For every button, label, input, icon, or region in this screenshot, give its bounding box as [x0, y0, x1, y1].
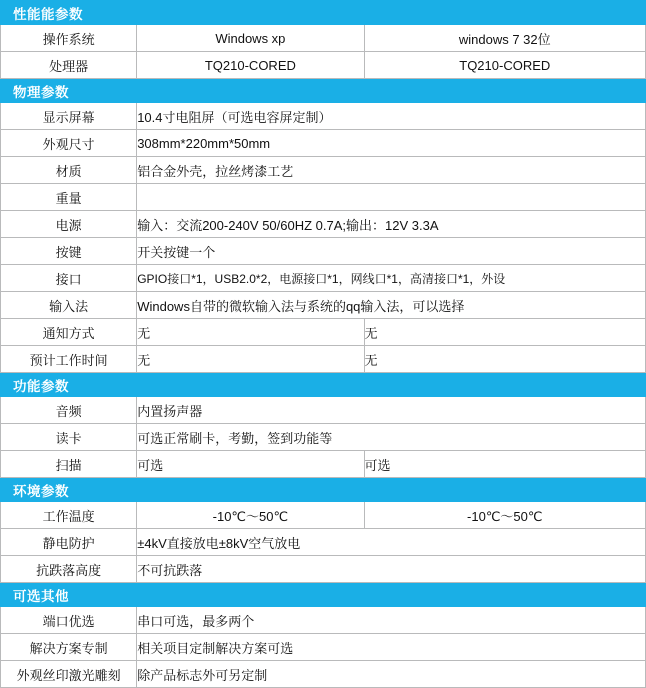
section-title-cell — [1, 478, 137, 502]
section-filler-cell — [364, 478, 645, 502]
row-value-primary: 输入：交流200-240V 50/60HZ 0.7A;输出：12V 3.3A — [137, 211, 646, 238]
row-value-primary: -10℃～50℃ — [137, 502, 364, 529]
section-header-row — [1, 478, 646, 502]
table-row — [1, 634, 646, 661]
table-row — [1, 184, 646, 211]
specification-table-body — [1, 1, 646, 688]
row-label: 读卡 — [1, 424, 137, 451]
row-label: 解决方案专制 — [1, 634, 137, 661]
section-filler-cell — [364, 583, 645, 607]
section-header-row — [1, 79, 646, 103]
row-value-primary: 串口可选，最多两个 — [137, 607, 646, 634]
row-label: 材质 — [1, 157, 137, 184]
row-label: 端口优选 — [1, 607, 137, 634]
section-title-cell — [1, 79, 137, 103]
row-label: 接口 — [1, 265, 137, 292]
section-title: 环境参数 — [13, 483, 69, 499]
section-header-row — [1, 583, 646, 607]
section-filler-cell — [364, 1, 645, 25]
row-value-secondary: -10℃～50℃ — [364, 502, 645, 529]
table-row — [1, 556, 646, 583]
section-title: 功能参数 — [13, 378, 69, 394]
row-value-secondary: 无 — [364, 346, 645, 373]
row-value-secondary: 可选 — [364, 451, 645, 478]
section-title: 可选其他 — [13, 588, 69, 604]
row-value-primary: ±4kV直接放电±8kV空气放电 — [137, 529, 646, 556]
row-label: 输入法 — [1, 292, 137, 319]
row-value-primary: 开关按键一个 — [137, 238, 646, 265]
table-row — [1, 211, 646, 238]
row-label: 工作温度 — [1, 502, 137, 529]
section-title-cell — [1, 1, 137, 25]
row-label: 重量 — [1, 184, 137, 211]
table-row — [1, 103, 646, 130]
table-row — [1, 502, 646, 529]
row-label: 操作系统 — [1, 25, 137, 52]
table-row — [1, 25, 646, 52]
section-filler-cell — [137, 1, 364, 25]
section-title: 性能能参数 — [13, 6, 83, 22]
row-value-secondary: TQ210-CORED — [364, 52, 645, 79]
table-row — [1, 424, 646, 451]
section-filler-cell — [364, 79, 645, 103]
section-filler-cell — [137, 478, 364, 502]
section-filler-cell — [137, 373, 364, 397]
row-label: 外观尺寸 — [1, 130, 137, 157]
table-row — [1, 157, 646, 184]
section-filler-cell — [137, 583, 364, 607]
table-row — [1, 451, 646, 478]
table-row — [1, 130, 646, 157]
row-value-primary: 10.4寸电阻屏（可选电容屏定制） — [137, 103, 646, 130]
row-label: 预计工作时间 — [1, 346, 137, 373]
table-row — [1, 265, 646, 292]
table-row — [1, 607, 646, 634]
row-value-primary: 可选 — [137, 451, 364, 478]
table-row — [1, 52, 646, 79]
section-header-row — [1, 1, 646, 25]
section-header-row — [1, 373, 646, 397]
row-label: 扫描 — [1, 451, 137, 478]
table-row — [1, 346, 646, 373]
row-label: 通知方式 — [1, 319, 137, 346]
section-title-cell — [1, 373, 137, 397]
row-value-primary: 内置扬声器 — [137, 397, 646, 424]
row-value-primary: 铝合金外壳，拉丝烤漆工艺 — [137, 157, 646, 184]
row-value-primary: 可选正常刷卡，考勤，签到功能等 — [137, 424, 646, 451]
row-value-primary — [137, 184, 646, 211]
row-value-primary: 相关项目定制解决方案可选 — [137, 634, 646, 661]
table-row — [1, 292, 646, 319]
row-value-primary: 308mm*220mm*50mm — [137, 130, 646, 157]
row-value-primary: Windows自带的微软输入法与系统的qq输入法，可以选择 — [137, 292, 646, 319]
table-row — [1, 238, 646, 265]
row-label: 音频 — [1, 397, 137, 424]
row-value-primary: Windows xp — [137, 25, 364, 52]
row-label: 静电防护 — [1, 529, 137, 556]
section-title-cell — [1, 583, 137, 607]
row-label: 抗跌落高度 — [1, 556, 137, 583]
row-value-secondary: 无 — [364, 319, 645, 346]
table-row — [1, 529, 646, 556]
section-title: 物理参数 — [13, 84, 69, 100]
table-row — [1, 319, 646, 346]
row-value-primary: 无 — [137, 346, 364, 373]
row-value-primary: GPIO接口*1，USB2.0*2，电源接口*1，网线口*1，高清接口*1，外设 — [137, 265, 646, 292]
row-value-secondary: windows 7 32位 — [364, 25, 645, 52]
table-row — [1, 397, 646, 424]
row-value-primary: 除产品标志外可另定制 — [137, 661, 646, 688]
row-value-primary: 无 — [137, 319, 364, 346]
row-value-primary: TQ210-CORED — [137, 52, 364, 79]
row-label: 按键 — [1, 238, 137, 265]
row-label: 处理器 — [1, 52, 137, 79]
row-label: 外观丝印激光雕刻 — [1, 661, 137, 688]
row-label: 显示屏幕 — [1, 103, 137, 130]
table-row — [1, 661, 646, 688]
row-value-primary: 不可抗跌落 — [137, 556, 646, 583]
section-filler-cell — [364, 373, 645, 397]
row-label: 电源 — [1, 211, 137, 238]
section-filler-cell — [137, 79, 364, 103]
